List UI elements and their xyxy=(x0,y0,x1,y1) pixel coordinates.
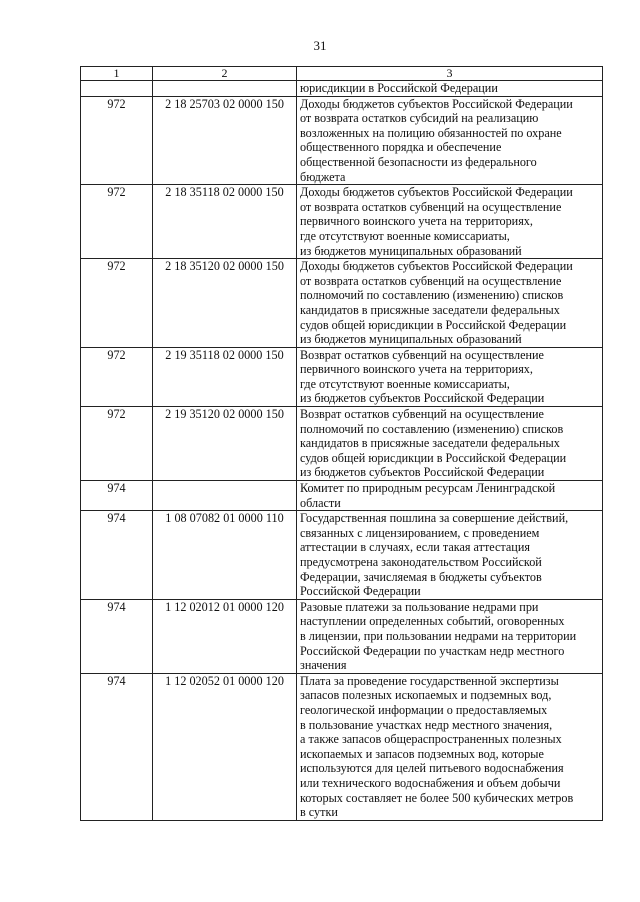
description-line: Государственная пошлина за совершение действий, xyxy=(300,511,569,526)
description-cell xyxy=(297,407,603,481)
description-line: общественной безопасности из федерального xyxy=(300,154,537,169)
description-line: Доходы бюджетов субъектов Российской Федерации xyxy=(300,96,573,111)
table-body xyxy=(81,81,603,821)
admin-code-cell: 974 xyxy=(81,673,153,820)
budget-code-cell: 2 18 35120 02 0000 150 xyxy=(153,259,297,348)
table-row xyxy=(81,81,603,97)
description-line: ископаемых и запасов подземных вод, которые xyxy=(300,746,544,761)
description-line: кандидатов в присяжные заседатели федеральных xyxy=(300,436,560,451)
admin-code-cell: 972 xyxy=(81,185,153,259)
description-line: которых составляет не более 500 кубических метров xyxy=(300,790,574,805)
table-row xyxy=(81,96,603,185)
description-line: Комитет по природным ресурсам Ленинградской xyxy=(300,481,556,496)
admin-code-cell: 972 xyxy=(81,96,153,185)
description-line: из бюджетов муниципальных образований xyxy=(300,243,522,258)
description-line: используются для целей питьевого водоснабжения xyxy=(300,761,564,776)
description-line: от возврата остатков субвенций на осуществление xyxy=(300,273,562,288)
description-cell xyxy=(297,481,603,511)
description-line: полномочий по составлению (изменению) списков xyxy=(300,421,564,436)
table-row xyxy=(81,511,603,600)
column-header-1: 1 xyxy=(81,67,153,81)
budget-code-cell: 2 19 35118 02 0000 150 xyxy=(153,347,297,406)
description-line: наступлении определенных событий, оговоренных xyxy=(300,614,565,629)
description-line: геологической информации о предоставляемых xyxy=(300,702,548,717)
description-line: Российской Федерации xyxy=(300,584,421,599)
budget-code-cell: 1 12 02052 01 0000 120 xyxy=(153,673,297,820)
description-line: полномочий по составлению (изменению) списков xyxy=(300,288,564,303)
description-line: Возврат остатков субвенций на осуществление xyxy=(300,407,544,422)
description-line: Разовые платежи за пользование недрами при xyxy=(300,599,539,614)
description-line: в сутки xyxy=(300,805,338,820)
description-line: возложенных на полицию обязанностей по охране xyxy=(300,125,562,140)
admin-code-cell: 972 xyxy=(81,407,153,481)
admin-code-cell xyxy=(81,81,153,97)
table-row xyxy=(81,185,603,259)
table-row xyxy=(81,347,603,406)
description-cell xyxy=(297,511,603,600)
description-line: области xyxy=(300,495,341,510)
description-line: где отсутствуют военные комиссариаты, xyxy=(300,228,510,243)
description-line: где отсутствуют военные комиссариаты, xyxy=(300,376,510,391)
description-line: из бюджетов муниципальных образований xyxy=(300,332,522,347)
description-line: в лицензии, при пользовании недрами на территории xyxy=(300,628,577,643)
table-row xyxy=(81,673,603,820)
description-line: Российской Федерации по участкам недр местного xyxy=(300,643,565,658)
description-line: предусмотрена законодательством Российской xyxy=(300,555,542,569)
budget-code-cell: 2 19 35120 02 0000 150 xyxy=(153,407,297,481)
admin-code-cell: 972 xyxy=(81,259,153,348)
description-line: судов общей юрисдикции в Российской Федерации xyxy=(300,317,567,332)
description-line: значения xyxy=(300,658,347,673)
description-line: от возврата остатков субсидий на реализацию xyxy=(300,111,539,126)
description-line: а также запасов общераспространенных полезных xyxy=(300,732,562,747)
description-cell xyxy=(297,673,603,820)
admin-code-cell: 974 xyxy=(81,481,153,511)
description-line: в пользование участках недр местного значения, xyxy=(300,717,553,732)
description-line: аттестации в случаях, если такая аттестация xyxy=(300,540,530,555)
description-line: первичного воинского учета на территориях, xyxy=(300,362,533,377)
description-line: или технического водоснабжения и объем добычи xyxy=(300,775,561,790)
table-header-row xyxy=(81,67,603,81)
description-line: общественного порядка и обеспечение xyxy=(300,140,502,155)
description-line: Федерации, зачисляемая в бюджеты субъектов xyxy=(300,569,542,584)
table-row xyxy=(81,259,603,348)
column-header-3: 3 xyxy=(297,67,603,81)
description-line: судов общей юрисдикции в Российской Федерации xyxy=(300,450,567,465)
description-line: Возврат остатков субвенций на осуществление xyxy=(300,347,544,362)
table-row xyxy=(81,407,603,481)
description-line: Доходы бюджетов субъектов Российской Федерации xyxy=(300,259,573,274)
budget-classification-table xyxy=(80,66,603,821)
budget-code-cell: 1 12 02012 01 0000 120 xyxy=(153,599,297,673)
description-line: от возврата остатков субвенций на осуществление xyxy=(300,199,562,214)
description-cell xyxy=(297,96,603,185)
budget-code-cell xyxy=(153,81,297,97)
description-line: Плата за проведение государственной экспертизы xyxy=(300,673,559,688)
table-row xyxy=(81,481,603,511)
description-line: из бюджетов субъектов Российской Федерации xyxy=(300,391,545,406)
admin-code-cell: 974 xyxy=(81,511,153,600)
budget-code-cell: 2 18 35118 02 0000 150 xyxy=(153,185,297,259)
description-line: бюджета xyxy=(300,169,346,184)
description-line: запасов полезных ископаемых и подземных вод, xyxy=(300,688,552,703)
description-line: кандидатов в присяжные заседатели федеральных xyxy=(300,302,560,317)
budget-code-cell xyxy=(153,481,297,511)
description-line: юрисдикции в Российской Федерации xyxy=(300,81,498,95)
page-number: 31 xyxy=(313,38,327,53)
description-cell xyxy=(297,81,603,97)
description-line: первичного воинского учета на территориях, xyxy=(300,214,533,229)
description-cell xyxy=(297,347,603,406)
description-line: связанных с лицензированием, с проведением xyxy=(300,525,540,540)
table-row xyxy=(81,599,603,673)
description-line: из бюджетов субъектов Российской Федерации xyxy=(300,465,545,480)
budget-code-cell: 1 08 07082 01 0000 110 xyxy=(153,511,297,600)
description-line: Доходы бюджетов субъектов Российской Федерации xyxy=(300,185,573,200)
admin-code-cell: 972 xyxy=(81,347,153,406)
description-cell xyxy=(297,185,603,259)
budget-code-cell: 2 18 25703 02 0000 150 xyxy=(153,96,297,185)
admin-code-cell: 974 xyxy=(81,599,153,673)
column-header-2: 2 xyxy=(153,67,297,81)
description-cell xyxy=(297,259,603,348)
description-cell xyxy=(297,599,603,673)
